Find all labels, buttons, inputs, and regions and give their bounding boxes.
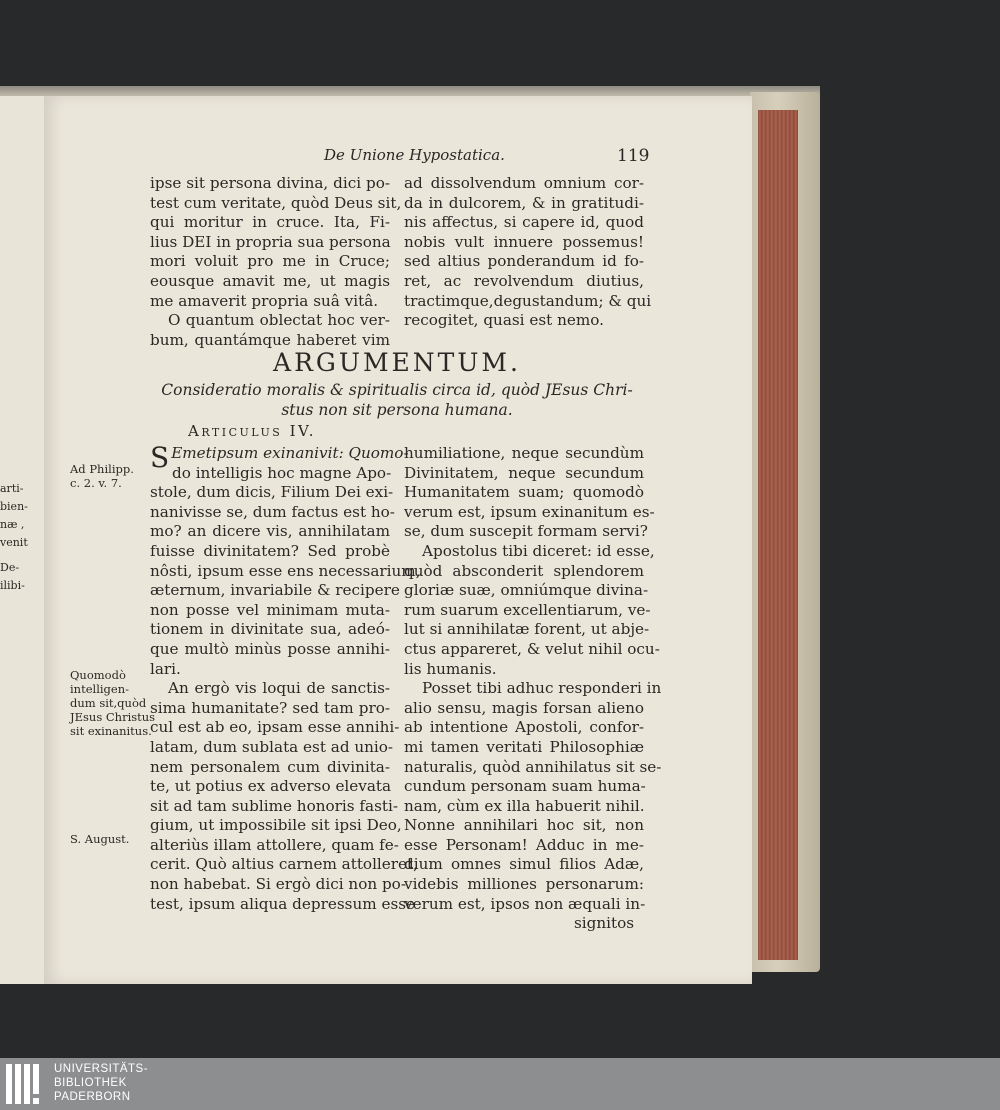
- text-line: An ergò vis loqui de sanctis-: [168, 679, 390, 698]
- text-line: lut si annihilatæ forent, ut abje-: [404, 620, 650, 639]
- text-line: rum suarum excellentiarum, ve-: [404, 600, 651, 619]
- margin-note-line: Ad Philipp.: [70, 462, 134, 476]
- text-line: nem personalem cum divinita-: [150, 757, 390, 776]
- catchword: signitos: [574, 914, 635, 933]
- text-line: sit ad tam sublime honoris fasti-: [150, 796, 398, 815]
- text-line: latam, dum sublata est ad unio-: [150, 737, 394, 756]
- text-line: ab intentione Apostoli, confor-: [404, 718, 644, 737]
- text-line: da in dulcorem, & in gratitudi-: [404, 193, 644, 212]
- text-line: eousque amavit me, ut magis: [150, 271, 390, 290]
- library-name-line: UNIVERSITÄTS-: [54, 1063, 149, 1075]
- text-line: mori voluit pro me in Cruce;: [150, 252, 390, 271]
- text-line: lis humanis.: [404, 659, 497, 678]
- body-right-column: [404, 444, 662, 934]
- text-line: cundum personam suam huma-: [404, 777, 646, 796]
- top-left-column: [150, 174, 402, 350]
- library-name: [54, 1062, 148, 1104]
- text-line: nam, cùm ex illa habuerit nihil.: [404, 796, 645, 815]
- text-line: cerit. Quò altius carnem attolleret,: [150, 855, 418, 874]
- text-line: lari.: [150, 659, 181, 678]
- left-page-fragment: venit: [0, 536, 28, 549]
- margin-note-scripture: [70, 462, 150, 490]
- text-line: esse Personam! Adduc in me-: [404, 835, 644, 854]
- text-line: lius DEI in propria sua persona: [150, 232, 391, 251]
- text-line: ad dissolvendum omnium cor-: [404, 174, 644, 192]
- text-line: Divinitatem, neque secundum: [404, 463, 644, 482]
- subheading-line: stus non sit persona humana.: [281, 401, 513, 419]
- section-heading: ARGUMENTUM.: [273, 348, 521, 377]
- text-line: naturalis, quòd annihilatus sit se-: [404, 757, 662, 776]
- text-line: alio sensu, magis forsan alieno: [404, 698, 644, 717]
- left-page-fragment: De-: [0, 561, 20, 574]
- text-line: cul est ab eo, ipsam esse annihi-: [150, 718, 400, 737]
- text-line: æternum, invariabile & recipere: [150, 581, 400, 600]
- red-page-edges: [758, 110, 798, 960]
- text-line: test, ipsum aliqua depressum esse: [150, 894, 416, 913]
- text-line: que multò minùs posse annihi-: [150, 639, 390, 658]
- drop-cap: S: [150, 441, 170, 474]
- text-line: Posset tibi adhuc responderi in: [422, 679, 662, 698]
- text-line: non habebat. Si ergò dici non po-: [150, 875, 406, 894]
- margin-note-line: S. August.: [70, 832, 130, 846]
- section-subheading: [150, 380, 644, 420]
- text-line: alteriùs illam attollere, quam fe-: [150, 835, 399, 854]
- text-line: recogitet, quasi est nemo.: [404, 311, 604, 330]
- left-page-fragment: ilibi-: [0, 579, 25, 592]
- margin-note-line: sit exinanitus.: [70, 724, 152, 738]
- text-line: me amaverit propria suâ vitâ.: [150, 291, 379, 310]
- library-name-line: PADERBORN: [54, 1091, 131, 1103]
- text-line: humiliatione, neque secundùm: [404, 444, 644, 462]
- running-head: De Unione Hypostatica.: [324, 146, 505, 164]
- margin-note-augustine: [70, 832, 150, 846]
- left-facing-page: [0, 96, 50, 984]
- text-line: mi tamen veritati Philosophiæ: [404, 737, 644, 756]
- text-line: non posse vel minimam muta-: [150, 600, 390, 619]
- text-line: Humanitatem suam; quomodò: [404, 483, 644, 502]
- text-line: gium, ut impossibile sit ipsi Deo,: [150, 816, 402, 835]
- margin-note-line: c. 2. v. 7.: [70, 476, 122, 490]
- text-line: nobis vult innuere possemus!: [404, 232, 644, 251]
- library-footer: [0, 1058, 1000, 1110]
- text-line: ipse sit persona divina, dici po-: [150, 174, 390, 192]
- margin-note-line: Quomodò: [70, 668, 126, 682]
- margin-note-line: dum sit,quòd: [70, 696, 147, 710]
- page-number: 119: [617, 146, 650, 166]
- text-line: videbis milliones personarum:: [404, 875, 644, 894]
- body-left-column: [150, 441, 421, 914]
- text-line: verum est, ipsum exinanitum es-: [404, 502, 655, 521]
- text-line: nôsti, ipsum esse ens necessarium,: [150, 561, 421, 580]
- text-line: fuisse divinitatem? Sed probè: [150, 541, 390, 560]
- text-line: stole, dum dicis, Filium Dei exi-: [150, 483, 394, 502]
- text-line: ret, ac revolvendum diutius,: [404, 271, 644, 290]
- text-line: test cum veritate, quòd Deus sit,: [150, 193, 402, 212]
- text-line: Nonne annihilari hoc sit, non: [404, 816, 644, 835]
- text-line: sima humanitate? sed tam pro-: [150, 698, 390, 717]
- library-logo-icon: [6, 1064, 46, 1104]
- left-page-fragment: næ ,: [0, 518, 25, 531]
- text-line: do intelligis hoc magne Apo-: [172, 463, 392, 482]
- right-page: [44, 96, 752, 984]
- text-line: verum est, ipsos non æquali in-: [404, 894, 646, 913]
- text-line: nanivisse se, dum factus est ho-: [150, 502, 395, 521]
- text-line: qui moritur in cruce. Ita, Fi-: [150, 213, 390, 232]
- text-line: gloriæ suæ, omniúmque divina-: [404, 581, 649, 600]
- text-line: quòd absconderit splendorem: [404, 561, 644, 580]
- text-line: se, dum suscepit formam servi?: [404, 522, 648, 541]
- text-line: mo? an dicere vis, annihilatam: [150, 522, 390, 541]
- text-line: tionem in divinitate sua, adeó-: [150, 620, 390, 639]
- margin-note-line: intelligen-: [70, 682, 130, 696]
- text-line-content: Emetipsum exinanivit: Quomo-: [171, 444, 409, 462]
- margin-note-line: JEsus Christus: [70, 710, 156, 724]
- article-label: Articulus IV.: [188, 422, 316, 440]
- top-right-column: [404, 174, 652, 331]
- text-line: nis affectus, si capere id, quod: [404, 213, 644, 232]
- text-line: dium omnes simul filios Adæ,: [404, 855, 644, 874]
- subheading-line: Consideratio moralis & spiritualis circa id, quòd JEsus Chri-: [161, 381, 633, 399]
- text-line: tractimque,degustandum; & qui: [404, 291, 652, 310]
- left-page-fragment: bien-: [0, 500, 28, 513]
- text-line: te, ut potius ex adverso elevata: [150, 777, 392, 796]
- text-line: sed altius ponderandum id fo-: [404, 252, 644, 271]
- text-line: bum, quantámque haberet vim: [150, 330, 390, 349]
- margin-note-topic: [70, 668, 156, 738]
- text-line: ctus appareret, & velut nihil ocu-: [404, 639, 660, 658]
- text-line: Apostolus tibi diceret: id esse,: [422, 541, 655, 560]
- text-line: O quantum oblectat hoc ver-: [168, 311, 390, 330]
- left-page-fragment: arti-: [0, 482, 24, 495]
- library-name-line: BIBLIOTHEK: [54, 1077, 127, 1089]
